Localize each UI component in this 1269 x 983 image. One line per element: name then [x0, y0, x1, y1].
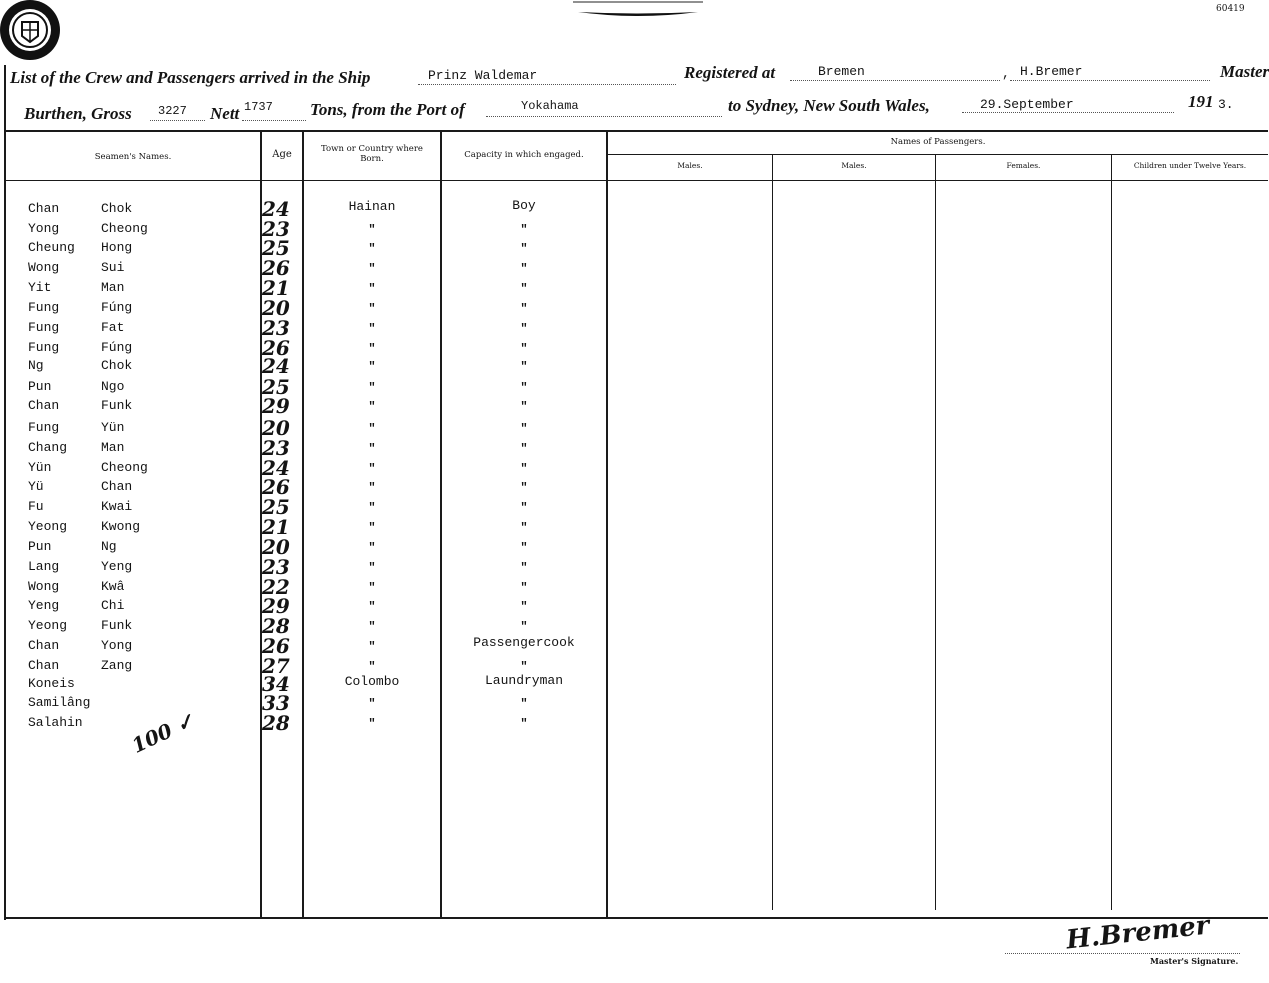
passengers-subheader-rule — [608, 154, 1268, 155]
crew-surname: Fu — [28, 499, 44, 514]
registered-rule — [790, 80, 1000, 81]
signature-rule — [1005, 953, 1240, 954]
col-divider-males2 — [772, 155, 773, 910]
crew-age: 21 — [262, 276, 290, 300]
crew-age: 23 — [262, 217, 290, 241]
top-mark — [573, 0, 703, 18]
crew-age: 23 — [262, 316, 290, 340]
crew-surname: Fung — [28, 300, 60, 315]
registered-label: Registered at — [684, 63, 776, 82]
crew-given-name: Kwong — [101, 519, 141, 534]
count-annotation: 100 ✓ — [128, 708, 198, 758]
crew-surname: Cheung — [28, 240, 75, 255]
crew-birthplace: " — [368, 360, 376, 374]
crew-birthplace: " — [368, 600, 376, 614]
table-top-border — [4, 130, 1268, 132]
crew-age: 33 — [262, 691, 290, 715]
header-line1-label: List of the Crew and Passengers arrived in the Ship — [10, 68, 371, 87]
crew-capacity: " — [520, 422, 528, 436]
crew-birthplace: " — [368, 697, 376, 711]
crew-birthplace: " — [368, 481, 376, 495]
col-header-age: Age — [272, 149, 292, 160]
master-label: Master — [1220, 62, 1269, 81]
col-header-town: Town or Country where Born. — [321, 144, 423, 164]
crew-surname: Yeong — [28, 519, 68, 534]
gross-rule — [150, 120, 205, 121]
crew-capacity: " — [520, 322, 528, 336]
crew-age: 24 — [262, 197, 290, 221]
port-from: Yokahama — [521, 99, 579, 113]
crew-capacity: " — [520, 223, 528, 237]
crew-given-name: Cheong — [101, 460, 148, 475]
left-border — [4, 65, 6, 920]
nett-tons: 1737 — [244, 100, 273, 114]
col-divider-children — [1111, 155, 1112, 910]
crew-birthplace: Colombo — [344, 674, 400, 689]
crew-given-name: Zang — [101, 658, 133, 673]
crew-birthplace: Hainan — [348, 199, 396, 214]
crew-age: 20 — [262, 296, 290, 320]
table-bottom-border — [4, 917, 1268, 919]
crew-surname: Yeong — [28, 618, 68, 633]
crew-age: 28 — [262, 614, 290, 638]
crew-given-name: Sui — [101, 260, 125, 275]
gross-tons: 3227 — [158, 104, 187, 118]
crew-given-name: Hong — [101, 240, 133, 255]
col-header-children: Children under Twelve Years. — [1133, 161, 1247, 170]
crew-birthplace: " — [368, 442, 376, 456]
crew-age: 23 — [262, 555, 290, 579]
col-header-passengers: Names of Passengers. — [890, 137, 986, 147]
registered-port: Bremen — [818, 64, 865, 79]
crew-given-name: Man — [101, 440, 125, 455]
crew-given-name: Kwâ — [101, 579, 125, 594]
crew-given-name: Funk — [101, 618, 133, 633]
crew-surname: Koneis — [28, 676, 75, 691]
crew-capacity: " — [520, 442, 528, 456]
crew-capacity: " — [520, 717, 528, 731]
crew-birthplace: " — [368, 262, 376, 276]
master-rule — [1010, 80, 1210, 81]
master-name: H.Bremer — [1020, 64, 1083, 79]
crew-age: 26 — [262, 475, 290, 499]
crew-birthplace: " — [368, 282, 376, 296]
ship-name-rule — [418, 84, 676, 85]
crew-capacity: " — [520, 541, 528, 555]
year-suffix: 3. — [1218, 97, 1234, 112]
crew-surname: Yün — [28, 460, 52, 475]
crew-given-name: Yeng — [101, 559, 133, 574]
crew-capacity: " — [520, 561, 528, 575]
crew-birthplace: " — [368, 640, 376, 654]
crew-birthplace: " — [368, 581, 376, 595]
year-prefix: 191 — [1188, 92, 1214, 111]
crew-capacity: " — [520, 501, 528, 515]
crew-given-name: Chan — [101, 479, 133, 494]
crew-age: 21 — [262, 515, 290, 539]
crew-surname: Fung — [28, 420, 60, 435]
crew-age: 34 — [262, 672, 290, 696]
nett-label: Nett — [210, 104, 240, 123]
document-number: 60419 — [1216, 4, 1245, 14]
crew-given-name: Chok — [101, 201, 133, 216]
crew-capacity: " — [520, 600, 528, 614]
crew-surname: Yit — [28, 280, 52, 295]
crew-capacity: Laundryman — [484, 673, 563, 688]
crew-age: 24 — [262, 354, 290, 378]
crew-age: 26 — [262, 256, 290, 280]
col-header-seamen: Seamen's Names. — [94, 152, 172, 162]
crew-surname: Chan — [28, 638, 60, 653]
crew-birthplace: " — [368, 342, 376, 356]
crew-birthplace: " — [368, 242, 376, 256]
crew-given-name: Man — [101, 280, 125, 295]
crew-surname: Chan — [28, 658, 60, 673]
crew-given-name: Chi — [101, 598, 125, 613]
crew-capacity: " — [520, 400, 528, 414]
crew-age: 20 — [262, 416, 290, 440]
crew-given-name: Fúng — [101, 340, 133, 355]
crew-surname: Salahin — [28, 715, 83, 730]
crew-birthplace: " — [368, 660, 376, 674]
crew-capacity: " — [520, 481, 528, 495]
crew-age: 25 — [262, 375, 290, 399]
crew-surname: Chan — [28, 398, 60, 413]
crew-age: 28 — [262, 711, 290, 735]
crew-capacity: Boy — [512, 198, 536, 213]
crew-capacity: " — [520, 360, 528, 374]
crew-capacity: " — [520, 342, 528, 356]
crew-surname: Yeng — [28, 598, 60, 613]
crew-surname: Fung — [28, 320, 60, 335]
crew-birthplace: " — [368, 620, 376, 634]
crew-birthplace: " — [368, 302, 376, 316]
crew-capacity: " — [520, 242, 528, 256]
crew-capacity: Passengercook — [473, 635, 575, 650]
crew-surname: Wong — [28, 579, 60, 594]
crew-capacity: " — [520, 521, 528, 535]
crew-capacity: " — [520, 381, 528, 395]
crew-surname: Yong — [28, 221, 60, 236]
crew-birthplace: " — [368, 521, 376, 535]
header-divider — [6, 180, 1268, 181]
crew-birthplace: " — [368, 501, 376, 515]
burthen-label: Burthen, Gross — [24, 104, 132, 123]
crew-capacity: " — [520, 262, 528, 276]
col-header-females: Females. — [1006, 161, 1041, 170]
arrival-date: 29.September — [980, 97, 1074, 112]
crew-birthplace: " — [368, 400, 376, 414]
crew-surname: Ng — [28, 358, 44, 373]
crew-age: 26 — [262, 336, 290, 360]
crew-given-name: Chok — [101, 358, 133, 373]
crew-birthplace: " — [368, 717, 376, 731]
tons-label: Tons, from the Port of — [310, 100, 465, 119]
col-header-males-2: Males. — [841, 161, 867, 170]
crew-surname: Chan — [28, 201, 60, 216]
crew-surname: Pun — [28, 539, 52, 554]
crew-given-name: Cheong — [101, 221, 148, 236]
crew-age: 23 — [262, 436, 290, 460]
crew-capacity: " — [520, 302, 528, 316]
crew-given-name: Yün — [101, 420, 125, 435]
date-rule — [962, 112, 1174, 113]
master-signature: H.Bremer — [1064, 910, 1211, 956]
crew-age: 25 — [262, 236, 290, 260]
crew-capacity: " — [520, 462, 528, 476]
crew-given-name: Fúng — [101, 300, 133, 315]
crew-surname: Samilâng — [28, 695, 91, 710]
crew-given-name: Yong — [101, 638, 133, 653]
crew-age: 29 — [262, 594, 290, 618]
crew-birthplace: " — [368, 541, 376, 555]
crew-age: 20 — [262, 535, 290, 559]
crew-age: 22 — [262, 575, 290, 599]
comma: , — [1002, 66, 1010, 81]
crew-surname: Chang — [28, 440, 68, 455]
crew-birthplace: " — [368, 223, 376, 237]
crew-age: 25 — [262, 495, 290, 519]
crew-age: 29 — [262, 394, 290, 418]
crew-birthplace: " — [368, 561, 376, 575]
col-header-males-1: Males. — [677, 161, 703, 170]
crew-capacity: " — [520, 581, 528, 595]
crew-given-name: Ngo — [101, 379, 125, 394]
col-divider-passengers — [606, 132, 608, 917]
crew-birthplace: " — [368, 422, 376, 436]
crew-surname: Yü — [28, 479, 44, 494]
ship-name: Prinz Waldemar — [428, 68, 538, 83]
crew-age: 26 — [262, 634, 290, 658]
crew-surname: Pun — [28, 379, 52, 394]
crew-capacity: " — [520, 697, 528, 711]
crew-given-name: Ng — [101, 539, 117, 554]
crew-given-name: Fat — [101, 320, 125, 335]
crew-surname: Wong — [28, 260, 60, 275]
crew-capacity: " — [520, 660, 528, 674]
signature-label: Master's Signature. — [1150, 956, 1239, 966]
nett-rule — [242, 120, 306, 121]
crew-capacity: " — [520, 620, 528, 634]
crew-given-name: Funk — [101, 398, 133, 413]
col-divider-females — [935, 155, 936, 910]
crew-surname: Fung — [28, 340, 60, 355]
crew-capacity: " — [520, 282, 528, 296]
crew-surname: Lang — [28, 559, 60, 574]
col-header-capacity: Capacity in which engaged. — [464, 150, 584, 160]
crew-birthplace: " — [368, 322, 376, 336]
crew-birthplace: " — [368, 381, 376, 395]
seal-stamp — [0, 0, 64, 64]
crew-given-name: Kwai — [101, 499, 133, 514]
crew-birthplace: " — [368, 462, 376, 476]
port-rule — [486, 116, 722, 117]
to-sydney-label: to Sydney, New South Wales, — [728, 96, 930, 115]
crew-age: 24 — [262, 456, 290, 480]
crew-age: 27 — [262, 654, 290, 678]
